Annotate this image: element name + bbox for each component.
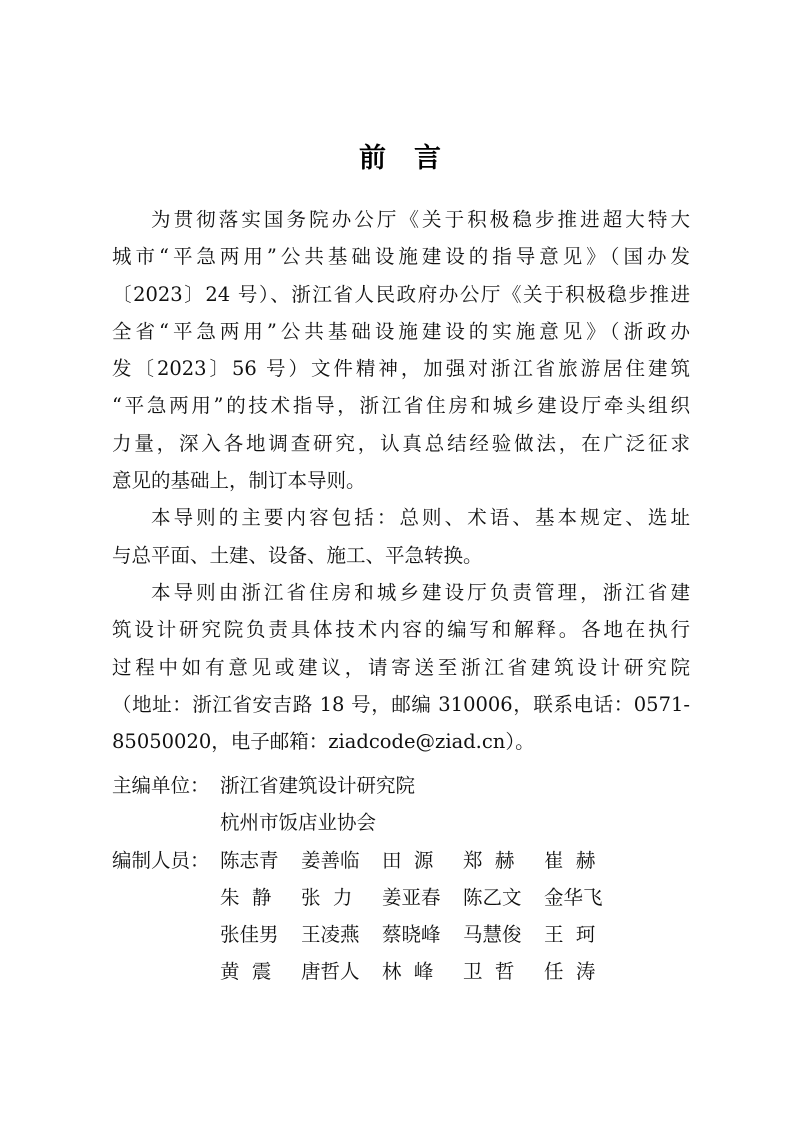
paragraph-2-cont xyxy=(112,537,690,574)
drafter-name: 张 力 xyxy=(301,885,353,909)
drafter-name: 郑 赫 xyxy=(463,848,515,872)
drafters-names xyxy=(220,916,625,953)
text-line: 为贯彻落实国务院办公厅《关于积极稳步推进超大特大 xyxy=(151,208,690,231)
page-title: 前言 xyxy=(359,143,469,174)
paragraph-1-cont xyxy=(112,238,690,499)
drafter-name: 崔 赫 xyxy=(544,848,596,872)
text-line: 〔2023〕24 号）、浙江省人民政府办公厅《关于积极稳步推进 xyxy=(112,282,690,306)
drafter-name: 姜善临 xyxy=(301,848,360,872)
drafter-name: 张佳男 xyxy=(220,923,279,947)
drafter-name: 姜亚春 xyxy=(382,885,441,909)
paragraph-3-cont xyxy=(112,611,690,760)
text-line: 力量，深入各地调查研究，认真总结经验做法，在广泛征求 xyxy=(112,431,690,455)
paragraph-2 xyxy=(112,499,690,536)
drafter-name: 金华飞 xyxy=(544,885,603,909)
chief-editor-row xyxy=(112,767,625,804)
chief-editor-label: 主编单位： xyxy=(112,774,210,797)
drafters-label: 编制人员： xyxy=(112,848,210,872)
text-line: 发〔2023〕56 号）文件精神，加强对浙江省旅游居住建筑 xyxy=(112,357,690,381)
drafter-name: 任 涛 xyxy=(544,960,596,984)
text-line: 本导则由浙江省住房和城乡建设厅负责管理，浙江省建 xyxy=(151,580,690,604)
text-line: 意见的基础上，制订本导则。 xyxy=(112,469,366,493)
text-line: 全省“平急两用”公共基础设施建设的实施意见》（浙政办 xyxy=(112,319,690,343)
drafter-name: 蔡晓峰 xyxy=(382,923,441,947)
text-line: 85050020，电子邮箱：ziadcode@ziad.cn）。 xyxy=(112,730,535,754)
drafters-row xyxy=(112,916,625,953)
drafter-name: 卫 哲 xyxy=(463,960,515,984)
text-line: 过程中如有意见或建议，请寄送至浙江省建筑设计研究院 xyxy=(112,655,690,679)
chief-editor-unit: 杭州市饭店业协会 xyxy=(220,811,377,835)
text-line: “平急两用”的技术指导，浙江省住房和城乡建设厅牵头组织 xyxy=(112,394,690,418)
paragraph-1 xyxy=(112,201,690,238)
drafters-row xyxy=(112,953,625,990)
chief-editor-unit: 浙江省建筑设计研究院 xyxy=(220,774,416,797)
text-line: 与总平面、土建、设备、施工、平急转换。 xyxy=(112,543,483,567)
credits-section xyxy=(112,767,625,991)
drafter-name: 王凌燕 xyxy=(301,923,360,947)
drafters-names xyxy=(220,953,625,990)
drafter-name: 朱 静 xyxy=(220,885,272,909)
drafter-name: 陈志青 xyxy=(220,848,279,872)
text-line: 本导则的主要内容包括：总则、术语、基本规定、选址 xyxy=(151,506,690,530)
drafters-row xyxy=(112,879,625,916)
drafter-name: 马慧俊 xyxy=(463,923,522,947)
text-line: 筑设计研究院负责具体技术内容的编写和解释。各地在执行 xyxy=(112,618,690,642)
text-line: （地址：浙江省安吉路 18 号，邮编 310006，联系电话：0571- xyxy=(112,692,690,716)
drafter-name: 黄 震 xyxy=(220,960,272,984)
drafter-name: 唐哲人 xyxy=(301,960,360,984)
drafter-name: 陈乙文 xyxy=(463,885,522,909)
drafters-names xyxy=(220,842,625,879)
drafter-name: 田 源 xyxy=(382,848,434,872)
drafters-row xyxy=(112,842,625,879)
text-line: 城市“平急两用”公共基础设施建设的指导意见》（国办发 xyxy=(112,245,690,269)
chief-editor-row xyxy=(112,804,625,841)
drafter-name: 林 峰 xyxy=(382,960,434,984)
drafter-name: 王 珂 xyxy=(544,923,596,947)
drafters-names xyxy=(220,879,625,916)
preface-body xyxy=(112,201,690,760)
paragraph-3 xyxy=(112,574,690,611)
